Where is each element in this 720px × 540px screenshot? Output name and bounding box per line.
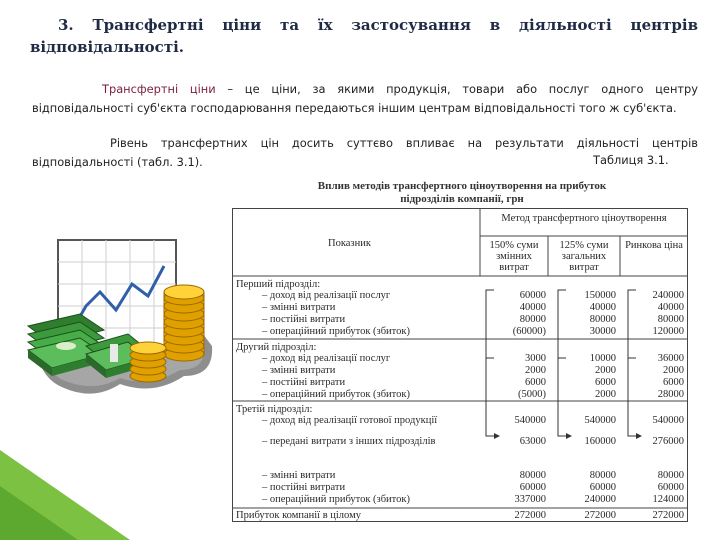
value-cell: 160000 <box>584 436 616 447</box>
table-title <box>262 180 662 206</box>
value-cell: 3000 <box>525 353 546 364</box>
value-cell: 10000 <box>589 353 616 364</box>
value-cell: 2000 <box>595 365 616 376</box>
value-cell: 6000 <box>595 377 616 388</box>
total-value-cell: 272000 <box>584 510 616 521</box>
value-cell: 80000 <box>519 470 546 481</box>
coin-stack-icon <box>164 285 204 361</box>
value-cell: 240000 <box>584 494 616 505</box>
term-transfer-prices: Трансфертні ціни <box>102 82 216 96</box>
value-cell: 337000 <box>514 494 546 505</box>
row-label: – операційний прибуток (збиток) <box>262 326 410 337</box>
value-cell: 40000 <box>589 302 616 313</box>
row-label: – постійні витрати <box>262 314 346 325</box>
value-cell: 60000 <box>589 482 616 493</box>
value-cell: 40000 <box>519 302 546 313</box>
total-value-cell: 272000 <box>514 510 546 521</box>
value-cell: 80000 <box>589 314 616 325</box>
definition-paragraph <box>32 80 698 118</box>
value-cell: 30000 <box>589 326 616 337</box>
value-cell: (60000) <box>512 326 546 337</box>
section-title: Трансфертні ціни та їх застосування в діяльності центрів відповідальності. <box>30 16 698 56</box>
transfer-pricing-table <box>232 208 688 522</box>
header-method: Метод трансфертного ціноутворення <box>501 213 667 224</box>
value-cell: 276000 <box>652 436 684 447</box>
row-label: – змінні витрати <box>262 302 336 313</box>
section-number: 3. <box>58 16 74 34</box>
row-label: – змінні витрати <box>262 470 336 481</box>
finance-illustration <box>24 226 232 422</box>
row-label: – операційний прибуток (збиток) <box>262 389 410 400</box>
row-label: – доход від реалізації послуг <box>262 290 391 301</box>
row-label: – постійні витрати <box>262 377 346 388</box>
division2-label: Другий підрозділ: <box>236 342 317 353</box>
row-label: – операційний прибуток (збиток) <box>262 494 410 505</box>
definition-text: – це ціни, за якими продукція, товари або послуг одного центру відповідальності суб'єкта господарювання передаються іншим центрам відповідальності того ж суб'єкта. <box>32 82 698 115</box>
value-cell: (5000) <box>518 389 546 400</box>
total-value-cell: 272000 <box>652 510 684 521</box>
value-cell: 60000 <box>657 482 684 493</box>
table-title-line1: Вплив методів трансфертного ціноутворення на прибуток <box>317 180 607 192</box>
value-cell: 63000 <box>519 436 546 447</box>
green-corner-decoration <box>0 450 130 540</box>
value-cell: 80000 <box>657 470 684 481</box>
value-cell: 60000 <box>519 482 546 493</box>
row-label: – змінні витрати <box>262 365 336 376</box>
value-cell: 6000 <box>525 377 546 388</box>
coin-stack-small-icon <box>130 342 166 382</box>
value-cell: 2000 <box>595 389 616 400</box>
table-title-line2: підрозділів компанії, грн <box>400 193 524 205</box>
value-cell: 540000 <box>584 415 616 426</box>
row-label: – постійні витрати <box>262 482 346 493</box>
header-indicator: Показник <box>328 238 371 249</box>
total-label: Прибуток компанії в цілому <box>236 510 361 521</box>
division3-label: Третій підрозділ: <box>236 404 313 415</box>
row-label: – доход від реалізації послуг <box>262 353 391 364</box>
value-cell: 36000 <box>657 353 684 364</box>
value-cell: 240000 <box>652 290 684 301</box>
value-cell: 80000 <box>589 470 616 481</box>
value-cell: 2000 <box>663 365 684 376</box>
value-cell: 540000 <box>652 415 684 426</box>
value-cell: 540000 <box>514 415 546 426</box>
header-col2: 125% суми загальних витрат <box>559 240 609 273</box>
section-heading <box>30 14 698 58</box>
table-reference: Таблиця 3.1. <box>593 153 669 167</box>
header-col1: 150% суми змінних витрат <box>489 240 539 273</box>
division1-label: Перший підрозділ: <box>236 279 321 290</box>
value-cell: 80000 <box>657 314 684 325</box>
value-cell: 2000 <box>525 365 546 376</box>
value-cell: 28000 <box>657 389 684 400</box>
value-cell: 120000 <box>652 326 684 337</box>
value-cell: 60000 <box>519 290 546 301</box>
value-cell: 150000 <box>584 290 616 301</box>
value-cell: 80000 <box>519 314 546 325</box>
value-cell: 6000 <box>663 377 684 388</box>
row-label: – доход від реалізації готової продукції <box>262 415 438 426</box>
value-cell: 40000 <box>657 302 684 313</box>
header-col3: Ринкова ціна <box>625 240 683 251</box>
influence-text: Рівень трансфертних цін досить суттєво впливає на результати діяльності центрів відповідальності (табл. 3.1). <box>32 136 698 169</box>
row-label: – передані витрати з інших підрозділів <box>262 436 436 447</box>
value-cell: 124000 <box>652 494 684 505</box>
